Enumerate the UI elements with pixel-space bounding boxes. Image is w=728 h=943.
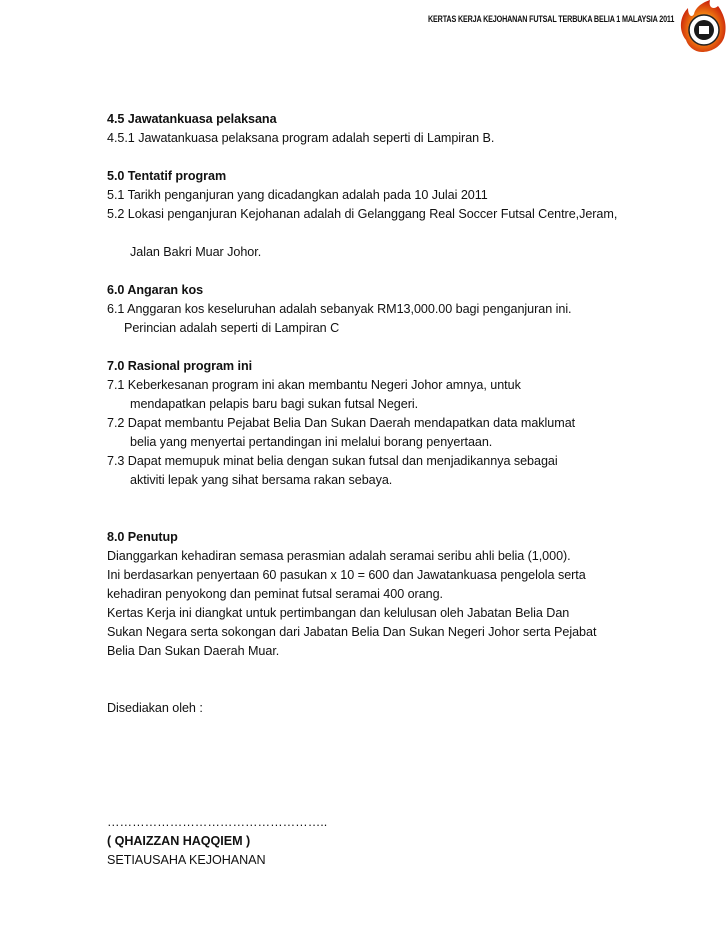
paragraph-continuation: aktiviti lepak yang sihat bersama rakan sebaya. — [130, 473, 393, 487]
section-heading-7-0: 7.0 Rasional program ini — [107, 359, 253, 373]
futsal-ball-logo-icon — [676, 0, 728, 52]
section-heading-8-0: 8.0 Penutup — [107, 530, 178, 544]
paragraph-continuation: Perincian adalah seperti di Lampiran C — [124, 321, 340, 335]
paragraph: 5.1 Tarikh penganjuran yang dicadangkan adalah pada 10 Julai 2011 — [107, 188, 488, 202]
paragraph: Kertas Kerja ini diangkat untuk pertimbangan dan kelulusan oleh Jabatan Belia Dan — [107, 606, 570, 620]
paragraph: Belia Dan Sukan Daerah Muar. — [107, 644, 280, 658]
paragraph: Dianggarkan kehadiran semasa perasmian adalah seramai seribu ahli belia (1,000). — [107, 549, 571, 563]
prepared-by-label: Disediakan oleh : — [107, 701, 203, 715]
paragraph: 7.3 Dapat memupuk minat belia dengan sukan futsal dan menjadikannya sebagai — [107, 454, 558, 468]
signature-line: …………………………………………….. — [107, 815, 328, 829]
signatory-name: ( QHAIZZAN HAQQIEM ) — [107, 834, 251, 848]
paragraph: 4.5.1 Jawatankuasa pelaksana program adalah seperti di Lampiran B. — [107, 131, 495, 145]
paragraph: Ini berdasarkan penyertaan 60 pasukan x 10 = 600 dan Jawatankuasa pengelola serta — [107, 568, 586, 582]
section-heading-5-0: 5.0 Tentatif program — [107, 169, 227, 183]
paragraph-continuation: mendapatkan pelapis baru bagi sukan futsal Negeri. — [130, 397, 419, 411]
paragraph: 6.1 Anggaran kos keseluruhan adalah sebanyak RM13,000.00 bagi penganjuran ini. — [107, 302, 572, 316]
signatory-position: SETIAUSAHA KEJOHANAN — [107, 853, 266, 867]
paragraph: 5.2 Lokasi penganjuran Kejohanan adalah di Gelanggang Real Soccer Futsal Centre,Jeram, — [107, 207, 618, 221]
section-heading-4-5: 4.5 Jawatankuasa pelaksana — [107, 112, 277, 126]
paragraph-continuation: Jalan Bakri Muar Johor. — [130, 245, 262, 259]
section-heading-6-0: 6.0 Angaran kos — [107, 283, 204, 297]
document-header-title: KERTAS KERJA KEJOHANAN FUTSAL TERBUKA BELIA 1 MALAYSIA 2011 — [428, 14, 675, 24]
paragraph: 7.1 Keberkesanan program ini akan membantu Negeri Johor amnya, untuk — [107, 378, 521, 392]
paragraph: 7.2 Dapat membantu Pejabat Belia Dan Sukan Daerah mendapatkan data maklumat — [107, 416, 576, 430]
paragraph: Sukan Negara serta sokongan dari Jabatan Belia Dan Sukan Negeri Johor serta Pejabat — [107, 625, 597, 639]
document-body — [107, 110, 707, 870]
paragraph: kehadiran penyokong dan peminat futsal seramai 400 orang. — [107, 587, 444, 601]
paragraph-continuation: belia yang menyertai pertandingan ini melalui borang penyertaan. — [130, 435, 493, 449]
